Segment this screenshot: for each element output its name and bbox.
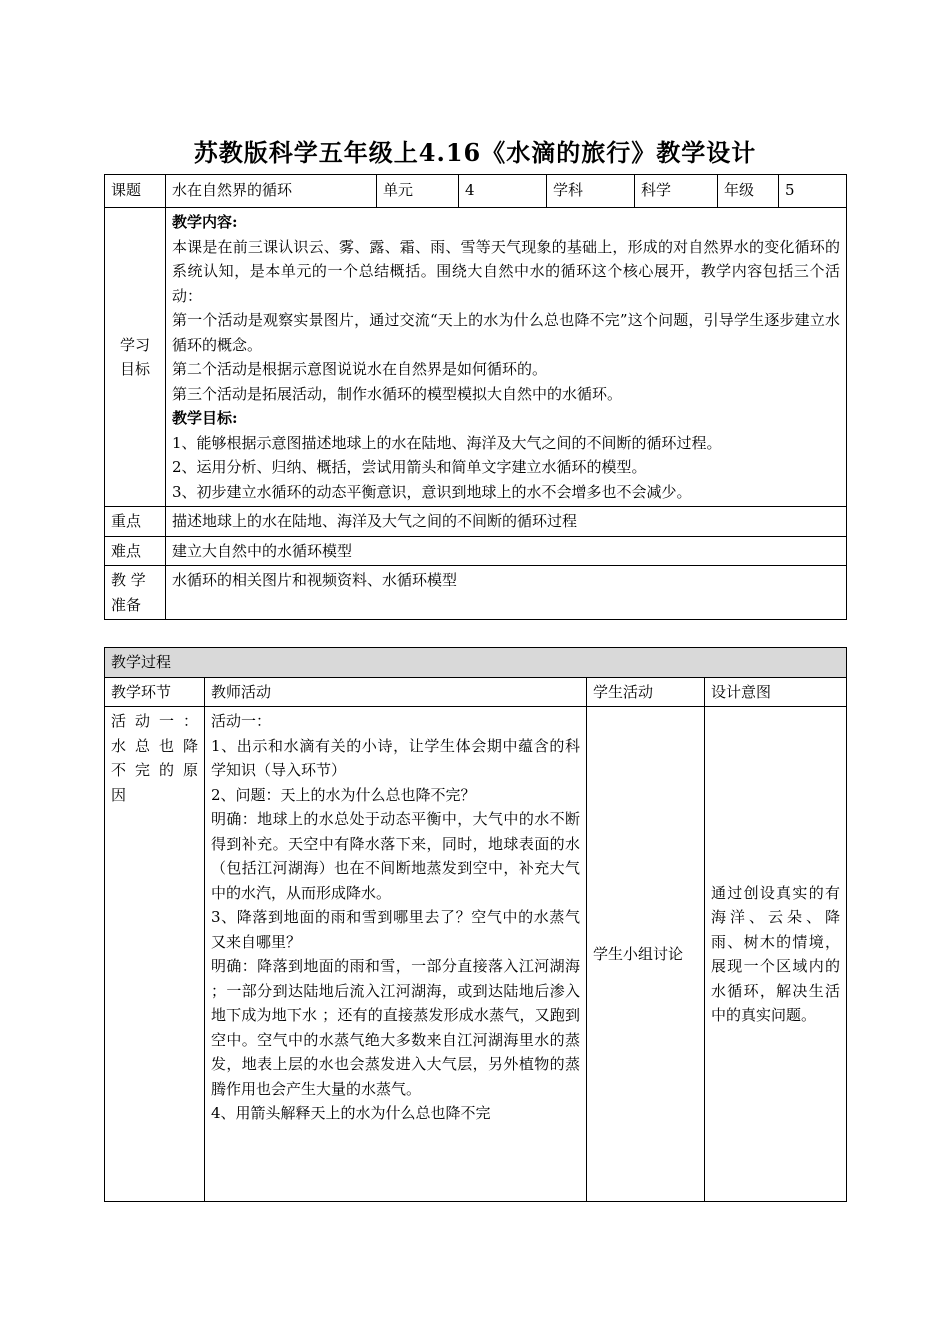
key-point-row xyxy=(105,507,847,537)
column-header: 教学环节 xyxy=(105,677,205,707)
subject-value: 科学 xyxy=(635,175,718,208)
process-row xyxy=(105,707,847,1202)
content-paragraph: 第一个活动是观察实景图片，通过交流“天上的水为什么总也降不完”这个问题，引导学生逐步建立水循环的概念。 xyxy=(172,311,840,354)
subject-label: 学科 xyxy=(547,175,635,208)
design-intent-cell: 通过创设真实的有海洋、云朵、降雨、树木的情境，展现一个区域内的水循环，解决生活中的真实问题。 xyxy=(705,707,847,1202)
student-activity-cell: 学生小组讨论 xyxy=(587,707,705,1202)
column-header: 学生活动 xyxy=(587,677,705,707)
process-table xyxy=(104,647,847,1202)
difficulty-value: 建立大自然中的水循环模型 xyxy=(166,536,847,566)
difficulty-label: 难点 xyxy=(105,536,166,566)
teacher-line: 3、降落到地面的雨和雪到哪里去了？空气中的水蒸气又来自哪里？ xyxy=(211,908,580,951)
teacher-line: 明确：地球上的水总处于动态平衡中，大气中的水不断得到补充。天空中有降水落下来，同时，地球表面的水（包括江河湖海）也在不间断地蒸发到空中，补充大气中的水汽，从而形成降水。 xyxy=(211,810,580,902)
preparation-label: 教 学 准备 xyxy=(105,566,166,620)
preparation-row xyxy=(105,566,847,620)
stage-cell: 活 动 一 ：水 总 也 降 不 完 的 原 因 xyxy=(105,707,205,1202)
column-header: 设计意图 xyxy=(705,677,847,707)
topic-label: 课题 xyxy=(105,175,166,208)
key-point-value: 描述地球上的水在陆地、海洋及大气之间的不间断的循环过程 xyxy=(166,507,847,537)
page-title: 苏教版科学五年级上4.16《水滴的旅行》教学设计 xyxy=(193,138,757,167)
objectives-heading: 教学目标: xyxy=(172,409,238,427)
process-header-row xyxy=(105,677,847,707)
content-paragraph: 第三个活动是拓展活动，制作水循环的模型模拟大自然中的水循环。 xyxy=(172,384,623,403)
column-header: 教师活动 xyxy=(205,677,587,707)
key-point-label: 重点 xyxy=(105,507,166,537)
grade-label: 年级 xyxy=(718,175,779,208)
teacher-line: 明确：降落到地面的雨和雪，一部分直接落入江河湖海 ；一部分到达陆地后流入江河湖海，或到达陆地后渗入地下成为地下水 ；还有的直接蒸发形成水蒸气，又跑到空中。空气中的水蒸气绝大多数来自江河湖海里水的蒸发，地表上层的水也会蒸发进入大气层，另外植物的蒸腾作用也会产生大量的水蒸气。 xyxy=(211,957,580,1098)
difficulty-row xyxy=(105,536,847,566)
lesson-info-table xyxy=(104,174,847,620)
unit-label: 单元 xyxy=(377,175,459,208)
content-heading: 教学内容: xyxy=(172,213,238,231)
teacher-activity-cell xyxy=(205,707,587,1202)
process-heading-row xyxy=(105,648,847,678)
goals-content xyxy=(166,208,847,507)
goals-label: 学习 目标 xyxy=(105,208,166,507)
objective-item: 3、初步建立水循环的动态平衡意识，意识到地球上的水不会增多也不会减少。 xyxy=(172,482,692,501)
teacher-line: 4、用箭头解释天上的水为什么总也降不完 xyxy=(211,1104,491,1122)
teacher-line: 1、出示和水滴有关的小诗，让学生体会期中蕴含的科学知识（导入环节） xyxy=(211,736,580,779)
topic-value: 水在自然界的循环 xyxy=(166,175,377,208)
content-paragraph: 第二个活动是根据示意图说说水在自然界是如何循环的。 xyxy=(172,360,548,378)
goals-row xyxy=(105,208,847,507)
teacher-line: 2、问题：天上的水为什么总也降不完？ xyxy=(211,785,476,804)
objective-item: 1、能够根据示意图描述地球上的水在陆地、海洋及大气之间的不间断的循环过程。 xyxy=(172,433,722,452)
info-row xyxy=(105,175,847,208)
content-paragraph: 本课是在前三课认识云、雾、露、霜、雨、雪等天气现象的基础上，形成的对自然界水的变化循环的系统认知，是本单元的一个总结概括。围绕大自然中水的循环这个核心展开，教学内容包括三个活动： xyxy=(172,237,840,305)
objective-item: 2、运用分析、归纳、概括，尝试用箭头和简单文字建立水循环的模型。 xyxy=(172,458,647,476)
process-heading: 教学过程 xyxy=(105,648,847,678)
teacher-line: 活动一： xyxy=(211,712,272,730)
preparation-value: 水循环的相关图片和视频资料、水循环模型 xyxy=(166,566,847,620)
unit-value: 4 xyxy=(459,175,547,208)
grade-value: 5 xyxy=(779,175,847,208)
